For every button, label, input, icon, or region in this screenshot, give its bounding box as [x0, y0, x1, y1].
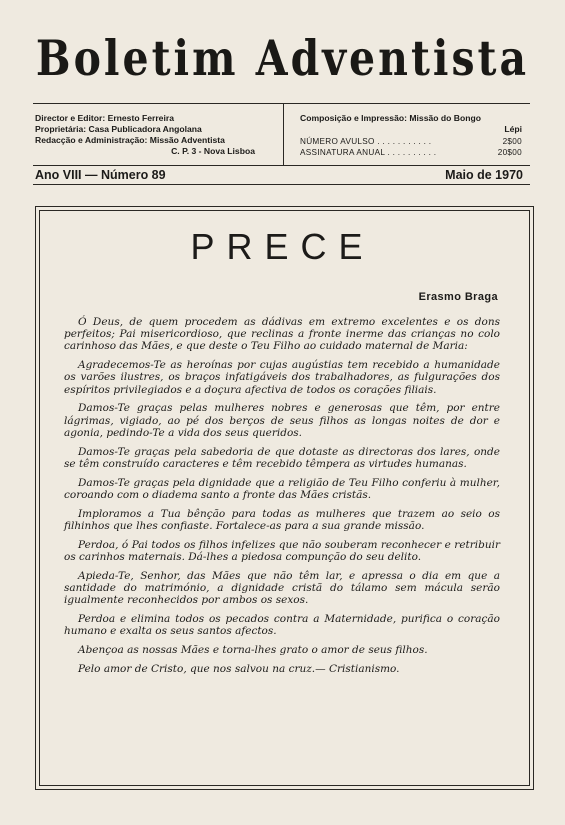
article-paragraph: Damos-Te graças pelas mulheres nobres e generosas que têm, por entre lágrimas, vigiado, ao pé dos berços de seus filhos as longas noites de dor e agonia, pedindo-Te a vida dos seus queridos. [64, 402, 500, 439]
info-line: Redacção e Administração: Missão Adventista [35, 135, 225, 145]
price-assinatura [300, 147, 522, 158]
article-title: PRECE [190, 226, 375, 267]
price-avulso [300, 136, 522, 147]
info-line: Director e Editor: Ernesto Ferreira [35, 113, 174, 123]
header-rule-mid [33, 165, 530, 166]
header-rule-top [33, 103, 530, 104]
article-body [64, 316, 500, 681]
article-paragraph: Ó Deus, de quem procedem as dádivas em extremo excelentes e os dons perfeitos; Pai misericordioso, que reclinas a fronte inerme das crianças no colo carinhoso das Mães, e que deste o Teu Filho ao cuidado maternal de Maria: [64, 316, 500, 353]
header-divider [283, 104, 284, 165]
publisher-info [35, 113, 260, 157]
print-info [300, 113, 522, 158]
article-author: Erasmo Braga [418, 291, 498, 303]
article-paragraph: Damos-Te graças pela sabedoria de que dotaste as directoras dos lares, onde se têm construído caracteres e têm recebido têmpera as virtudes humanas. [64, 445, 500, 470]
issue-number: Ano VIII — Número 89 [35, 168, 166, 182]
print-line: Composição e Impressão: Missão do Bongo [300, 113, 481, 123]
article-paragraph: Agradecemos-Te as heroínas por cujas augústias tem recebido a humanidade os varões ilustres, os braços infatigáveis dos trabalhadores, as fulgurações dos espíritos privilegiados e a doçura afectiva de todos os corações filiais. [64, 359, 500, 396]
price-label: NÚMERO AVULSO . . . . . . . . . . . [300, 137, 432, 146]
info-line: Proprietária: Casa Publicadora Angolana [35, 124, 202, 134]
article-paragraph: Abençoa as nossas Mães e torna-lhes grato o amor de seus filhos. [78, 643, 428, 656]
price-value: 2$00 [502, 137, 522, 146]
masthead: Boletim Adventista [35, 30, 530, 87]
price-value: 20$00 [497, 148, 522, 157]
article-paragraph: Pelo amor de Cristo, que nos salvou na cruz.— Cristianismo. [78, 662, 400, 675]
article-paragraph: Perdoa, ó Pai todos os filhos infelizes que não souberam reconhecer e retribuir os carinhos maternais. Dá-lhes a piedosa compunção do seu delito. [64, 538, 500, 563]
article-paragraph: Damos-Te graças pela dignidade que a religião de Teu Filho conferiu à mulher, coroando com o diadema santo a fronte das Mães cristãs. [64, 476, 500, 501]
article-paragraph: Imploramos a Tua bênção para todas as mulheres que trazem ao seio os filhinhos que lhes confiaste. Fortalece-as para a sua grande missão. [64, 507, 500, 532]
article-paragraph: Perdoa e elimina todos os pecados contra a Maternidade, purifica o coração humano e exalta os seus santos afectos. [64, 612, 500, 638]
article-paragraph: Apieda-Te, Senhor, das Mães que não têm lar, e apressa o dia em que a santidade do matrimónio, a dignidade cristã do tálamo sem mácula serão igualmente reconhecidos por ambos os sexos. [64, 569, 500, 607]
print-line: Lépi [504, 124, 522, 134]
header-rule-bottom [33, 184, 530, 185]
price-label: ASSINATURA ANUAL . . . . . . . . . . [300, 148, 437, 157]
info-line: C. P. 3 - Nova Lisboa [171, 146, 255, 156]
issue-date: Maio de 1970 [445, 168, 523, 182]
